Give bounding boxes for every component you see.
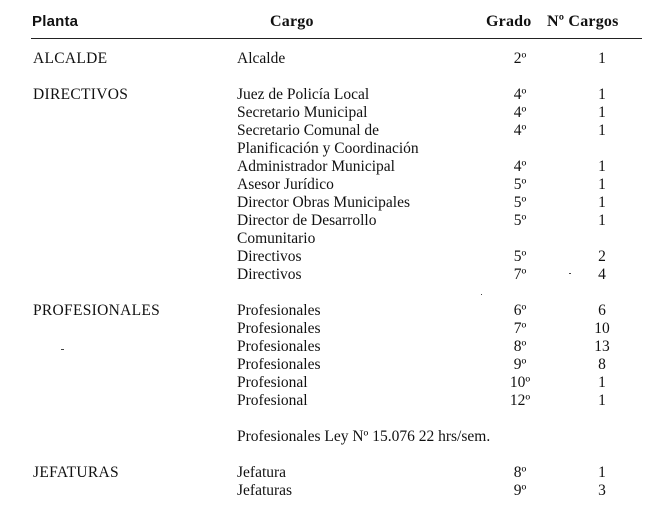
cargo-cell: Asesor Jurídico — [237, 176, 334, 193]
n-cargos-cell: 4 — [598, 266, 606, 283]
cargo-cell: Profesional — [237, 374, 308, 391]
n-cargos-cell: 1 — [598, 464, 606, 481]
grado-cell: 6º — [513, 302, 527, 319]
planta-jefaturas: JEFATURAS — [33, 464, 119, 481]
cargo-cell: Administrador Municipal — [237, 158, 395, 175]
n-cargos-cell: 10 — [594, 320, 610, 337]
grado-cell: 10º — [509, 374, 531, 391]
n-cargos-cell: 1 — [598, 122, 606, 139]
grado-cell: 5º — [513, 212, 527, 229]
cargo-cell: Alcalde — [237, 50, 286, 67]
scan-speck — [569, 273, 571, 274]
cargo-cell: Jefaturas — [237, 482, 293, 499]
grado-cell: 5º — [513, 194, 527, 211]
cargo-cell: Profesionales — [237, 356, 321, 373]
n-cargos-cell: 1 — [598, 50, 606, 67]
grado-cell: 4º — [513, 86, 527, 103]
cargo-cell: Juez de Policía Local — [237, 86, 370, 103]
header-cargo: Cargo — [270, 13, 314, 30]
cargo-cell: Directivos — [237, 248, 302, 265]
scan-speck — [481, 294, 482, 295]
n-cargos-cell: 8 — [598, 356, 606, 373]
cargo-cell: Director Obras Municipales — [237, 194, 411, 211]
n-cargos-cell: 2 — [598, 248, 606, 265]
n-cargos-cell: 1 — [598, 104, 606, 121]
cargo-cell: Profesional — [237, 392, 308, 409]
header-n-cargos: Nº Cargos — [547, 13, 619, 30]
n-cargos-cell: 1 — [598, 212, 606, 229]
profesionales-note: Profesionales Ley Nº 15.076 22 hrs/sem. — [237, 428, 491, 445]
cargo-cell: Jefatura — [237, 464, 287, 481]
planta-directivos: DIRECTIVOS — [33, 86, 129, 103]
n-cargos-cell: 1 — [598, 194, 606, 211]
header-planta: Planta — [32, 13, 79, 30]
n-cargos-cell: 1 — [598, 158, 606, 175]
grado-cell: 7º — [513, 266, 527, 283]
n-cargos-cell: 1 — [598, 374, 606, 391]
grado-cell: 4º — [513, 158, 527, 175]
grado-cell: 8º — [513, 464, 527, 481]
grado-cell: 5º — [513, 176, 527, 193]
header-grado: Grado — [486, 13, 532, 30]
n-cargos-cell: 1 — [598, 86, 606, 103]
cargo-cell: Profesionales — [237, 302, 321, 319]
scan-speck — [61, 349, 64, 350]
grado-cell: 5º — [513, 248, 527, 265]
grado-cell: 12º — [509, 392, 531, 409]
n-cargos-cell: 1 — [598, 176, 606, 193]
grado-cell: 4º — [513, 104, 527, 121]
cargo-cell: Secretario Municipal — [237, 104, 368, 121]
planta-profesionales: PROFESIONALES — [33, 302, 161, 319]
header-rule — [31, 38, 642, 39]
cargo-cell: Directivos — [237, 266, 302, 283]
n-cargos-cell: 6 — [598, 302, 606, 319]
n-cargos-cell: 1 — [598, 392, 606, 409]
cargo-cell: Profesionales — [237, 338, 321, 355]
cargo-cell: Secretario Comunal de — [237, 122, 380, 139]
n-cargos-cell: 3 — [598, 482, 606, 499]
grado-cell: 7º — [513, 320, 527, 337]
cargo-cell: Comunitario — [237, 230, 316, 247]
cargo-cell: Profesionales — [237, 320, 321, 337]
cargo-cell: Planificación y Coordinación — [237, 140, 419, 157]
grado-cell: 2º — [513, 50, 527, 67]
grado-cell: 9º — [513, 482, 527, 499]
cargo-cell: Director de Desarrollo — [237, 212, 377, 229]
grado-cell: 9º — [513, 356, 527, 373]
grado-cell: 8º — [513, 338, 527, 355]
grado-cell: 4º — [513, 122, 527, 139]
n-cargos-cell: 13 — [594, 338, 610, 355]
planta-alcalde: ALCALDE — [33, 50, 108, 67]
